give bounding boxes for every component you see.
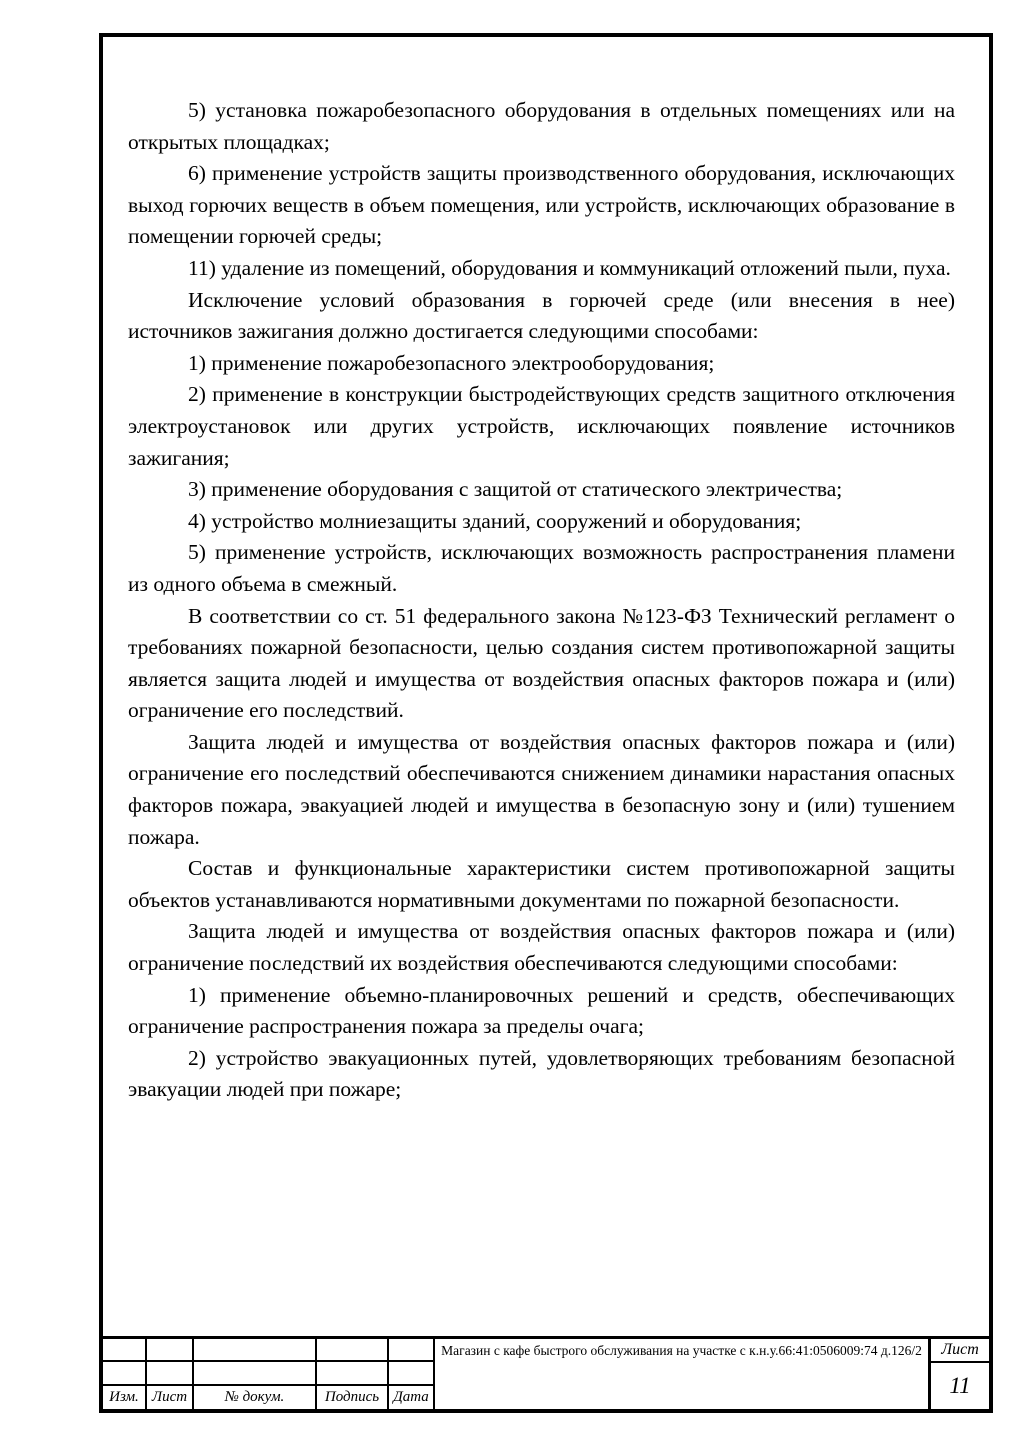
sheet-box bbox=[931, 1339, 989, 1409]
paragraph: 4) устройство молниезащиты зданий, сооружений и оборудования; bbox=[188, 508, 802, 533]
paragraph: 5) применение устройств, исключающих возможность распространения пламени из одного объема в смежный. bbox=[128, 540, 955, 596]
paragraph: Защита людей и имущества от воздействия опасных факторов пожара и (или) ограничение его последствий обеспечиваются снижением динамики нарастания опасных факторов пожара, эвакуацией людей и имущества в безопасную зону и (или) тушением пожара. bbox=[128, 729, 955, 849]
paragraph: Состав и функциональные характеристики систем противопожарной защиты объектов устанавливаются нормативными документами по пожарной безопасности. bbox=[128, 856, 955, 912]
paragraph: 2) устройство эвакуационных путей, удовлетворяющих требованиям безопасной эвакуации людей при пожаре; bbox=[128, 1045, 955, 1102]
revision-cell bbox=[103, 1362, 147, 1385]
sheet-number: 11 bbox=[949, 1373, 971, 1398]
paragraph: Исключение условий образования в горючей среде (или внесения в нее) источников зажигания должно достигается следующими способами: bbox=[128, 287, 955, 344]
column-label-data: Дата bbox=[389, 1386, 435, 1409]
column-label-list: Лист bbox=[147, 1386, 194, 1409]
revision-cell bbox=[317, 1339, 389, 1362]
revision-cell bbox=[317, 1362, 389, 1385]
revision-cell bbox=[389, 1362, 435, 1385]
body-text bbox=[128, 95, 955, 1106]
revision-cell bbox=[103, 1339, 147, 1362]
paragraph: 11) удаление из помещений, оборудования и коммуникаций отложений пыли, пуха. bbox=[188, 255, 951, 280]
column-label-podpis: Подпись bbox=[317, 1386, 389, 1409]
column-label-izm: Изм. bbox=[103, 1386, 147, 1409]
paragraph: 1) применение пожаробезопасного электрооборудования; bbox=[188, 350, 715, 375]
revision-cell bbox=[194, 1339, 317, 1362]
paragraph: 2) применение в конструкции быстродействующих средств защитного отключения электроустановок или других устройств, исключающих появление источников зажигания; bbox=[128, 382, 955, 470]
revision-cell bbox=[147, 1339, 194, 1362]
paragraph: 6) применение устройств защиты производственного оборудования, исключающих выход горючих веществ в объем помещения, или устройств, исключающих образование в помещении горючей среды; bbox=[128, 161, 955, 249]
title-block bbox=[103, 1336, 989, 1409]
paragraph: 1) применение объемно-планировочных решений и средств, обеспечивающих ограничение распространения пожара за пределы очага; bbox=[128, 982, 955, 1039]
column-label-dokum: № докум. bbox=[194, 1386, 317, 1409]
revision-table bbox=[103, 1339, 435, 1409]
document-title: Магазин с кафе быстрого обслуживания на участке с к.н.у.66:41:0506009:74 д.126/2 bbox=[435, 1339, 931, 1409]
sheet-label: Лист bbox=[931, 1339, 989, 1363]
paragraph: В соответствии со ст. 51 федерального закона №123-ФЗ Технический регламент о требованиях пожарной безопасности, целью создания систем противопожарной защиты является защита людей и имущества от воздействия опасных факторов пожара и (или) ограничение его последствий. bbox=[128, 603, 955, 723]
revision-cell bbox=[389, 1339, 435, 1362]
revision-cell bbox=[147, 1362, 194, 1385]
paragraph: 5) установка пожаробезопасного оборудования в отдельных помещениях или на открытых площадках; bbox=[128, 98, 955, 154]
page-frame bbox=[99, 33, 993, 1413]
paragraph: 3) применение оборудования с защитой от статического электричества; bbox=[188, 477, 843, 502]
revision-cell bbox=[194, 1362, 317, 1385]
paragraph: Защита людей и имущества от воздействия опасных факторов пожара и (или) ограничение последствий их воздействия обеспечиваются следующими способами: bbox=[128, 919, 955, 976]
